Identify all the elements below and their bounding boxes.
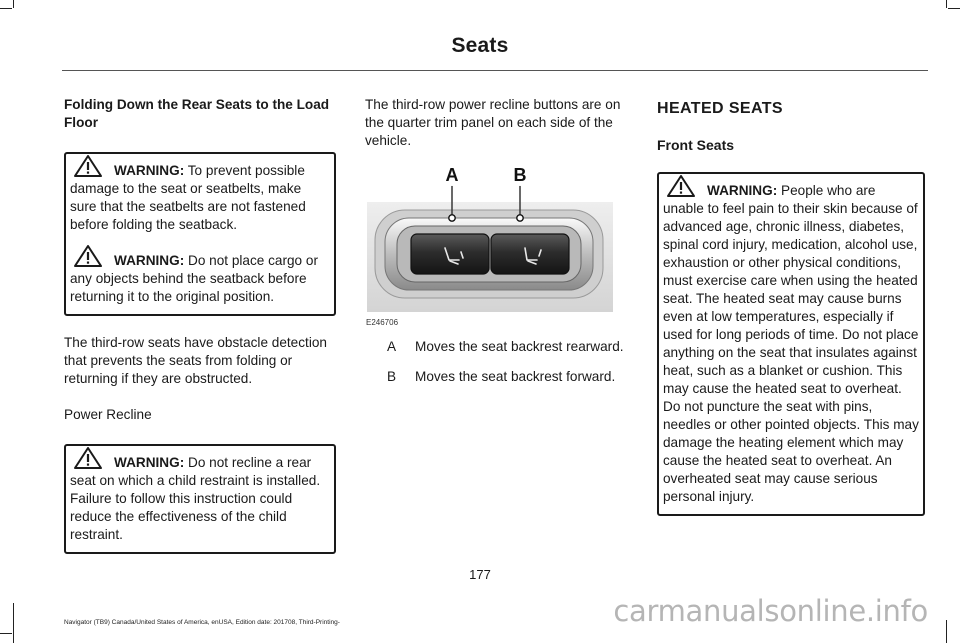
warning-text: People who are unable to feel pain to their skin because of advanced age, chronic illness, diabetes, spinal cord injury, medication, alcohol use, exhaustion or other physical conditions, must exercise care when using the heated seat. The heated seat may cause burns even at low temperatures, especially if used for long periods of time. Do not place anything on the seat that insulates against heat, such as a blanket or cushion. This may cause the heated seat to overheat. Do not puncture the seat with pins, needles or other pointed objects. This may damage the heating element which may cause the heated seat to overheat. An overheated seat may cause serious personal injury. [663,183,919,504]
crop-mark [946,0,947,8]
column-right [657,96,925,516]
legend-row [365,368,633,386]
header-divider [62,70,928,71]
watermark: carmanualsonline.info [613,594,928,628]
warning-text: Do not place cargo or any objects behind the seatback before returning it to the original position. [70,253,318,304]
recline-buttons-illustration [365,164,617,314]
warning-text: Do not recline a rear seat on which a child restraint is installed. Failure to follow this instruction could reduce the effectiveness of the child restraint. [70,455,321,542]
warning-label: WARNING: [114,163,185,178]
warning-item [70,162,330,234]
warning-label: WARNING: [114,455,185,470]
warning-item [663,182,919,506]
warning-icon [73,244,103,268]
crop-mark [13,603,14,643]
paragraph-obstacle-detection: The third-row seats have obstacle detection that prevents the seats from folding or returning if they are obstructed. [64,335,327,386]
warning-box-recline [64,444,336,554]
page-title: Seats [451,34,509,57]
page-number: 177 [469,567,491,582]
section-heading-power-recline: Power Recline [64,407,152,422]
legend-text: Moves the seat backrest rearward. [415,339,624,354]
warning-box-heated [657,172,925,516]
figure-code: E246706 [366,318,399,327]
legend-row [365,338,633,356]
warning-text: To prevent possible damage to the seat or seatbelts, make sure that the seatbelts are not fastened before folding the seatback. [70,163,306,232]
crop-mark [948,8,960,9]
footer-edition-info: Navigator (TB9) Canada/United States of America, enUSA, Edition date: 201708, Third-Printing- [64,619,340,626]
legend-text: Moves the seat backrest forward. [415,369,616,384]
callout-label-a: A [445,165,459,185]
crop-mark [946,620,947,643]
crop-mark [13,0,14,8]
figure-legend [365,338,633,386]
section-heading-fold-down: Folding Down the Rear Seats to the Load Floor [64,97,330,130]
legend-key: B [387,369,397,384]
warning-label: WARNING: [707,183,778,198]
chapter-heading-heated-seats: HEATED SEATS [657,100,783,117]
warning-box-fold [64,152,336,316]
warning-item [70,454,330,544]
crop-mark [0,8,12,9]
warning-item [70,252,330,306]
section-heading-front-seats: Front Seats [657,137,735,153]
column-middle [365,96,633,398]
warning-label: WARNING: [114,253,185,268]
recline-buttons-figure [365,164,617,330]
paragraph-recline-buttons: The third-row power recline buttons are on the quarter trim panel on each side of the vehicle. [365,97,621,148]
legend-key: A [387,339,397,354]
warning-icon [73,154,103,178]
crop-mark [0,633,12,634]
warning-icon [73,446,103,470]
callout-label-b: B [513,165,527,185]
warning-icon [666,174,696,198]
column-left [64,96,336,554]
